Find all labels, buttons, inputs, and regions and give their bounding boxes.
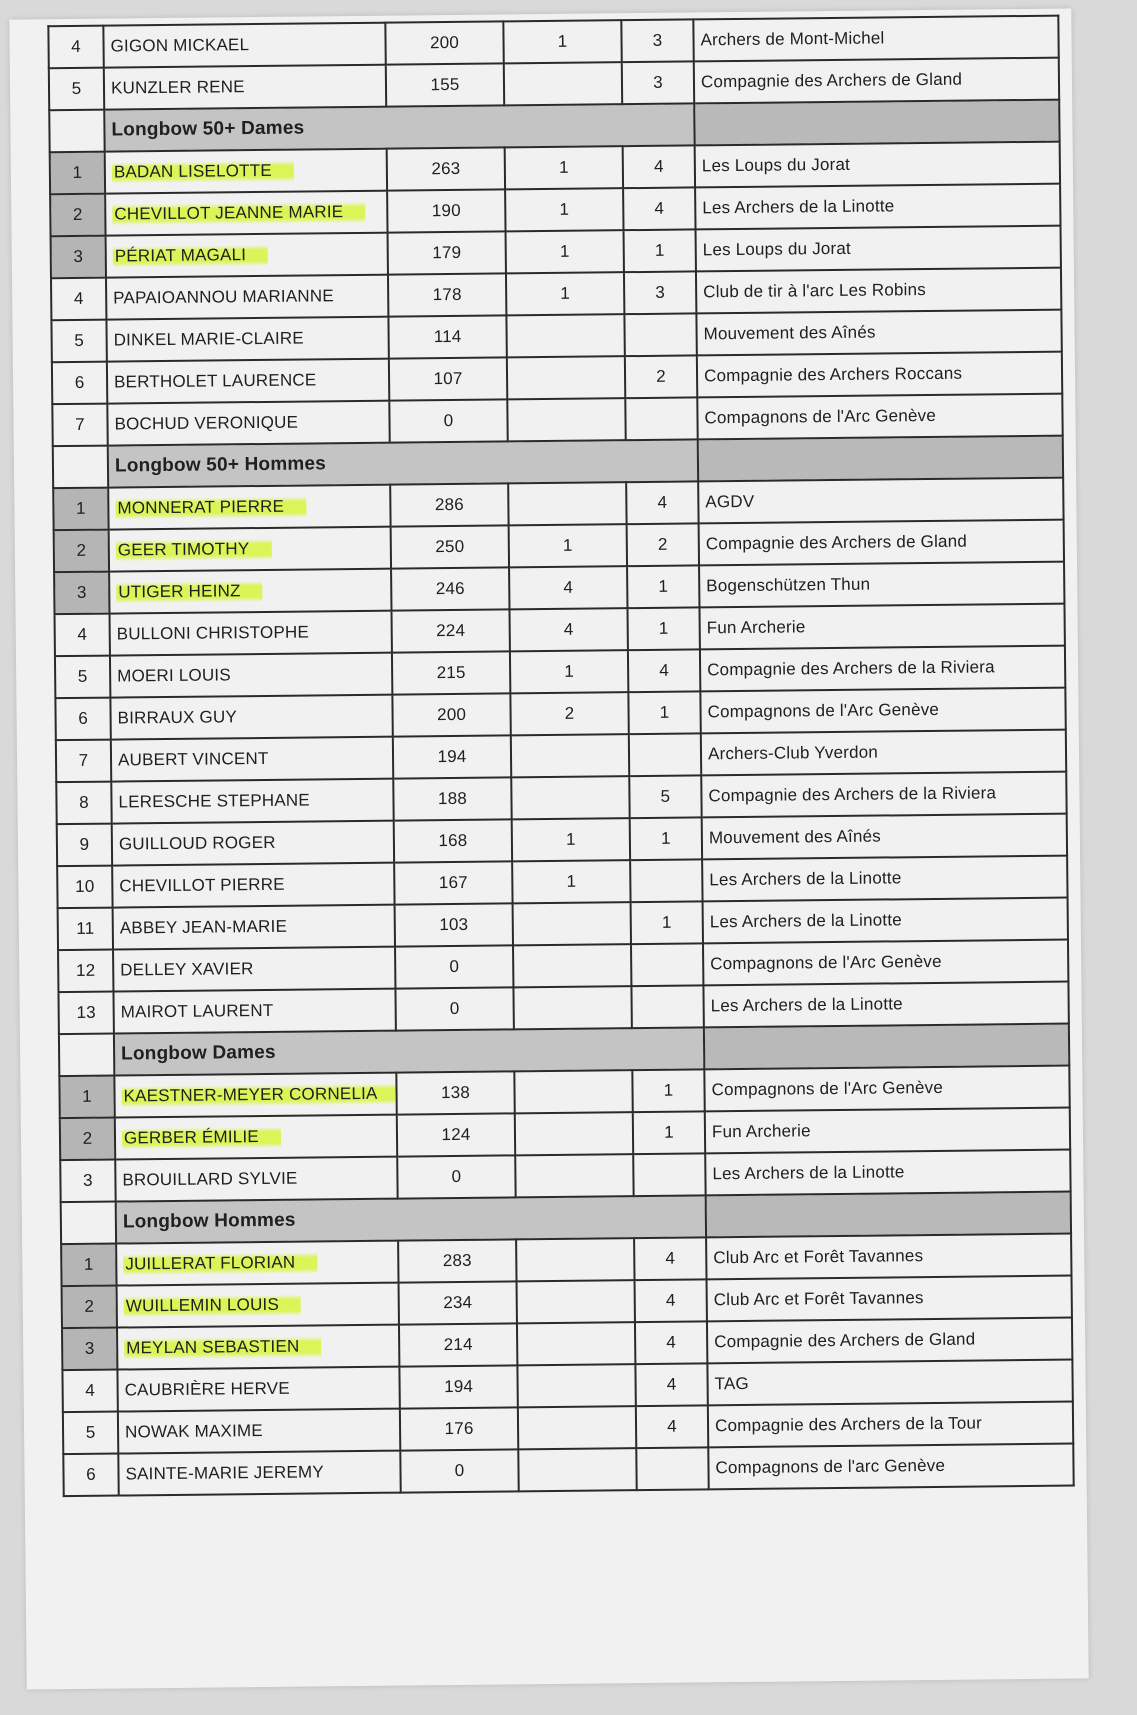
count-b-cell: 4 xyxy=(623,145,695,188)
count-b-cell: 1 xyxy=(630,817,702,860)
count-a-cell xyxy=(517,1364,635,1407)
score-cell: 0 xyxy=(389,399,507,442)
rank-cell: 1 xyxy=(59,1076,114,1119)
club-cell: Compagnons de l'arc Genève xyxy=(708,1444,1073,1490)
rank-cell: 5 xyxy=(49,68,104,111)
score-cell: 250 xyxy=(391,525,509,568)
club-cell: Les Archers de la Linotte xyxy=(705,1150,1070,1196)
count-b-cell xyxy=(631,985,703,1028)
name-cell: CHEVILLOT PIERRE xyxy=(112,863,394,908)
score-cell: 194 xyxy=(393,735,511,778)
club-cell: Archers-Club Yverdon xyxy=(701,730,1066,776)
highlighted-name: JUILLERAT FLORIAN xyxy=(123,1250,317,1275)
highlighted-name: BADAN LISELOTTE xyxy=(112,159,294,184)
count-a-cell: 2 xyxy=(510,692,628,735)
category-rank-blank xyxy=(59,1034,114,1077)
count-b-cell: 4 xyxy=(634,1237,706,1280)
name-cell xyxy=(108,485,390,530)
score-cell: 194 xyxy=(399,1365,517,1408)
count-a-cell: 1 xyxy=(510,650,628,693)
club-cell: Club Arc et Forêt Tavannes xyxy=(706,1234,1071,1280)
count-a-cell xyxy=(508,482,626,525)
name-cell xyxy=(109,527,391,572)
score-cell: 176 xyxy=(400,1407,518,1450)
results-sheet xyxy=(9,8,1088,1689)
score-cell: 188 xyxy=(393,777,511,820)
score-cell: 114 xyxy=(388,315,506,358)
rank-cell: 3 xyxy=(54,572,109,615)
club-cell: Mouvement des Aînés xyxy=(702,814,1067,860)
results-table xyxy=(47,15,1074,1498)
count-b-cell: 1 xyxy=(627,565,699,608)
club-cell: Compagnie des Archers de Gland xyxy=(699,520,1064,566)
name-cell xyxy=(106,233,388,278)
club-cell: Club Arc et Forêt Tavannes xyxy=(707,1276,1072,1322)
category-title: Longbow Dames xyxy=(114,1027,704,1075)
rank-cell: 10 xyxy=(57,866,112,909)
count-b-cell: 1 xyxy=(631,901,703,944)
club-cell: TAG xyxy=(707,1360,1072,1406)
club-cell: Compagnie des Archers Roccans xyxy=(697,352,1062,398)
rank-cell: 12 xyxy=(58,950,113,993)
name-cell: GUILLOUD ROGER xyxy=(112,821,394,866)
count-a-cell xyxy=(513,986,631,1029)
score-cell: 224 xyxy=(391,609,509,652)
category-rank-blank xyxy=(61,1202,116,1245)
category-rank-blank xyxy=(53,446,108,489)
score-cell: 286 xyxy=(390,483,508,526)
club-cell: Compagnie des Archers de Gland xyxy=(707,1318,1072,1364)
count-a-cell: 1 xyxy=(509,524,627,567)
count-b-cell: 4 xyxy=(623,187,695,230)
count-a-cell xyxy=(511,734,629,777)
name-cell xyxy=(114,1073,396,1118)
category-rank-blank xyxy=(49,110,104,153)
category-club-blank xyxy=(706,1192,1071,1238)
count-b-cell xyxy=(631,943,703,986)
count-a-cell: 1 xyxy=(503,20,621,63)
count-b-cell: 1 xyxy=(624,229,696,272)
count-a-cell xyxy=(513,902,631,945)
count-b-cell xyxy=(624,313,696,356)
score-cell: 167 xyxy=(394,861,512,904)
rank-cell: 5 xyxy=(55,656,110,699)
rank-cell: 4 xyxy=(62,1370,117,1413)
category-club-blank xyxy=(694,100,1059,146)
count-b-cell xyxy=(629,733,701,776)
highlighted-name: CHEVILLOT JEANNE MARIE xyxy=(112,200,365,226)
club-cell: Les Archers de la Linotte xyxy=(703,898,1068,944)
name-cell: GIGON MICKAEL xyxy=(103,23,385,68)
name-cell: DINKEL MARIE-CLAIRE xyxy=(106,317,388,362)
highlighted-name: MONNERAT PIERRE xyxy=(115,495,306,520)
name-cell: DELLEY XAVIER xyxy=(113,947,395,992)
club-cell: Les Archers de la Linotte xyxy=(702,856,1067,902)
club-cell: Les Loups du Jorat xyxy=(695,142,1060,188)
rank-cell: 4 xyxy=(48,26,103,69)
score-cell: 200 xyxy=(392,693,510,736)
score-cell: 155 xyxy=(386,63,504,106)
rank-cell: 11 xyxy=(58,908,113,951)
score-cell: 138 xyxy=(396,1071,514,1114)
score-cell: 107 xyxy=(389,357,507,400)
count-b-cell: 4 xyxy=(635,1321,707,1364)
club-cell: Bogenschützen Thun xyxy=(699,562,1064,608)
club-cell: Compagnie des Archers de la Riviera xyxy=(700,646,1065,692)
name-cell: NOWAK MAXIME xyxy=(118,1409,400,1454)
name-cell: BULLONI CHRISTOPHE xyxy=(110,611,392,656)
club-cell: Mouvement des Aînés xyxy=(696,310,1061,356)
club-cell: Compagnie des Archers de la Tour xyxy=(708,1402,1073,1448)
count-a-cell xyxy=(513,944,631,987)
score-cell: 178 xyxy=(388,273,506,316)
name-cell: BIRRAUX GUY xyxy=(110,695,392,740)
rank-cell: 7 xyxy=(56,740,111,783)
name-cell: LERESCHE STEPHANE xyxy=(111,779,393,824)
name-cell: AUBERT VINCENT xyxy=(111,737,393,782)
rank-cell: 2 xyxy=(60,1118,115,1161)
score-cell: 0 xyxy=(395,987,513,1030)
name-cell: CAUBRIÈRE HERVE xyxy=(117,1367,399,1412)
count-a-cell: 1 xyxy=(506,230,624,273)
rank-cell: 3 xyxy=(62,1328,117,1371)
score-cell: 214 xyxy=(399,1323,517,1366)
count-b-cell: 4 xyxy=(626,481,698,524)
results-body xyxy=(48,16,1073,1496)
rank-cell: 6 xyxy=(52,362,107,405)
name-cell: KUNZLER RENE xyxy=(104,65,386,110)
count-a-cell xyxy=(506,314,624,357)
score-cell: 234 xyxy=(399,1281,517,1324)
count-b-cell: 1 xyxy=(627,607,699,650)
club-cell: Compagnons de l'Arc Genève xyxy=(704,1066,1069,1112)
highlighted-name: UTIGER HEINZ xyxy=(116,579,263,604)
score-cell: 263 xyxy=(387,147,505,190)
count-a-cell xyxy=(507,356,625,399)
score-cell: 246 xyxy=(391,567,509,610)
club-cell: Fun Archerie xyxy=(705,1108,1070,1154)
highlighted-name: PÉRIAT MAGALI xyxy=(113,243,269,268)
count-a-cell xyxy=(507,398,625,441)
category-club-blank xyxy=(698,436,1063,482)
count-a-cell xyxy=(518,1406,636,1449)
name-cell: PAPAIOANNOU MARIANNE xyxy=(106,275,388,320)
count-a-cell: 1 xyxy=(506,272,624,315)
rank-cell: 1 xyxy=(61,1244,116,1287)
club-cell: Les Loups du Jorat xyxy=(696,226,1061,272)
count-a-cell: 1 xyxy=(505,146,623,189)
name-cell xyxy=(117,1283,399,1328)
name-cell: BOCHUD VERONIQUE xyxy=(107,401,389,446)
rank-cell: 2 xyxy=(62,1286,117,1329)
count-a-cell xyxy=(518,1448,636,1491)
count-b-cell: 4 xyxy=(635,1363,707,1406)
count-b-cell: 2 xyxy=(627,523,699,566)
count-a-cell xyxy=(511,776,629,819)
score-cell: 0 xyxy=(400,1449,518,1492)
count-b-cell xyxy=(625,397,697,440)
club-cell: Fun Archerie xyxy=(699,604,1064,650)
rank-cell: 3 xyxy=(60,1160,115,1203)
count-b-cell: 1 xyxy=(628,691,700,734)
count-a-cell xyxy=(515,1112,633,1155)
name-cell xyxy=(105,149,387,194)
count-b-cell: 2 xyxy=(625,355,697,398)
club-cell: Compagnie des Archers de Gland xyxy=(694,58,1059,104)
club-cell: Compagnons de l'Arc Genève xyxy=(697,394,1062,440)
count-b-cell xyxy=(636,1447,708,1490)
rank-cell: 2 xyxy=(54,530,109,573)
highlighted-name: WUILLEMIN LOUIS xyxy=(124,1293,301,1318)
count-a-cell xyxy=(515,1154,633,1197)
rank-cell: 7 xyxy=(52,404,107,447)
rank-cell: 5 xyxy=(51,320,106,363)
count-b-cell: 4 xyxy=(636,1405,708,1448)
rank-cell: 13 xyxy=(58,992,113,1035)
count-a-cell xyxy=(514,1070,632,1113)
club-cell: Club de tir à l'arc Les Robins xyxy=(696,268,1061,314)
score-cell: 0 xyxy=(395,945,513,988)
score-cell: 200 xyxy=(385,21,503,64)
rank-cell: 4 xyxy=(55,614,110,657)
count-b-cell: 3 xyxy=(622,61,694,104)
highlighted-name: GEER TIMOTHY xyxy=(116,537,272,562)
count-a-cell: 4 xyxy=(509,566,627,609)
highlighted-name: GERBER ÉMILIE xyxy=(122,1125,281,1150)
name-cell xyxy=(115,1115,397,1160)
count-b-cell: 1 xyxy=(633,1111,705,1154)
rank-cell: 5 xyxy=(63,1412,118,1455)
name-cell: SAINTE-MARIE JEREMY xyxy=(118,1451,400,1496)
score-cell: 215 xyxy=(392,651,510,694)
rank-cell: 6 xyxy=(55,698,110,741)
count-a-cell: 1 xyxy=(512,860,630,903)
score-cell: 168 xyxy=(394,819,512,862)
name-cell: BERTHOLET LAURENCE xyxy=(107,359,389,404)
count-b-cell: 3 xyxy=(621,19,693,62)
count-b-cell: 5 xyxy=(629,775,701,818)
highlighted-name: KAESTNER-MEYER CORNELIA xyxy=(121,1082,396,1108)
name-cell xyxy=(116,1241,398,1286)
name-cell xyxy=(105,191,387,236)
score-cell: 190 xyxy=(387,189,505,232)
club-cell: AGDV xyxy=(698,478,1063,524)
count-a-cell: 1 xyxy=(512,818,630,861)
count-a-cell xyxy=(517,1280,635,1323)
club-cell: Les Archers de la Linotte xyxy=(695,184,1060,230)
name-cell xyxy=(117,1325,399,1370)
score-cell: 103 xyxy=(395,903,513,946)
count-b-cell xyxy=(633,1153,705,1196)
rank-cell: 4 xyxy=(51,278,106,321)
category-club-blank xyxy=(704,1024,1069,1070)
count-b-cell: 1 xyxy=(632,1069,704,1112)
club-cell: Compagnie des Archers de la Riviera xyxy=(701,772,1066,818)
rank-cell: 3 xyxy=(51,236,106,279)
count-a-cell: 1 xyxy=(505,188,623,231)
club-cell: Compagnons de l'Arc Genève xyxy=(700,688,1065,734)
count-a-cell xyxy=(516,1238,634,1281)
name-cell: ABBEY JEAN-MARIE xyxy=(113,905,395,950)
score-cell: 179 xyxy=(388,231,506,274)
score-cell: 0 xyxy=(397,1155,515,1198)
count-b-cell: 4 xyxy=(628,649,700,692)
rank-cell: 1 xyxy=(50,152,105,195)
category-title: Longbow Hommes xyxy=(116,1195,706,1243)
club-cell: Compagnons de l'Arc Genève xyxy=(703,940,1068,986)
rank-cell: 1 xyxy=(53,488,108,531)
name-cell xyxy=(109,569,391,614)
rank-cell: 6 xyxy=(63,1454,118,1497)
count-a-cell xyxy=(517,1322,635,1365)
name-cell: MAIROT LAURENT xyxy=(113,989,395,1034)
rank-cell: 2 xyxy=(50,194,105,237)
score-cell: 124 xyxy=(397,1113,515,1156)
count-b-cell xyxy=(630,859,702,902)
name-cell: MOERI LOUIS xyxy=(110,653,392,698)
highlighted-name: MEYLAN SEBASTIEN xyxy=(124,1334,321,1359)
count-b-cell: 4 xyxy=(635,1279,707,1322)
rank-cell: 9 xyxy=(57,824,112,867)
count-a-cell xyxy=(504,62,622,105)
club-cell: Les Archers de la Linotte xyxy=(703,982,1068,1028)
count-b-cell: 3 xyxy=(624,271,696,314)
category-title: Longbow 50+ Hommes xyxy=(108,439,698,487)
rank-cell: 8 xyxy=(56,782,111,825)
count-a-cell: 4 xyxy=(509,608,627,651)
category-title: Longbow 50+ Dames xyxy=(104,103,694,151)
club-cell: Archers de Mont-Michel xyxy=(693,16,1058,62)
score-cell: 283 xyxy=(398,1239,516,1282)
name-cell: BROUILLARD SYLVIE xyxy=(115,1157,397,1202)
